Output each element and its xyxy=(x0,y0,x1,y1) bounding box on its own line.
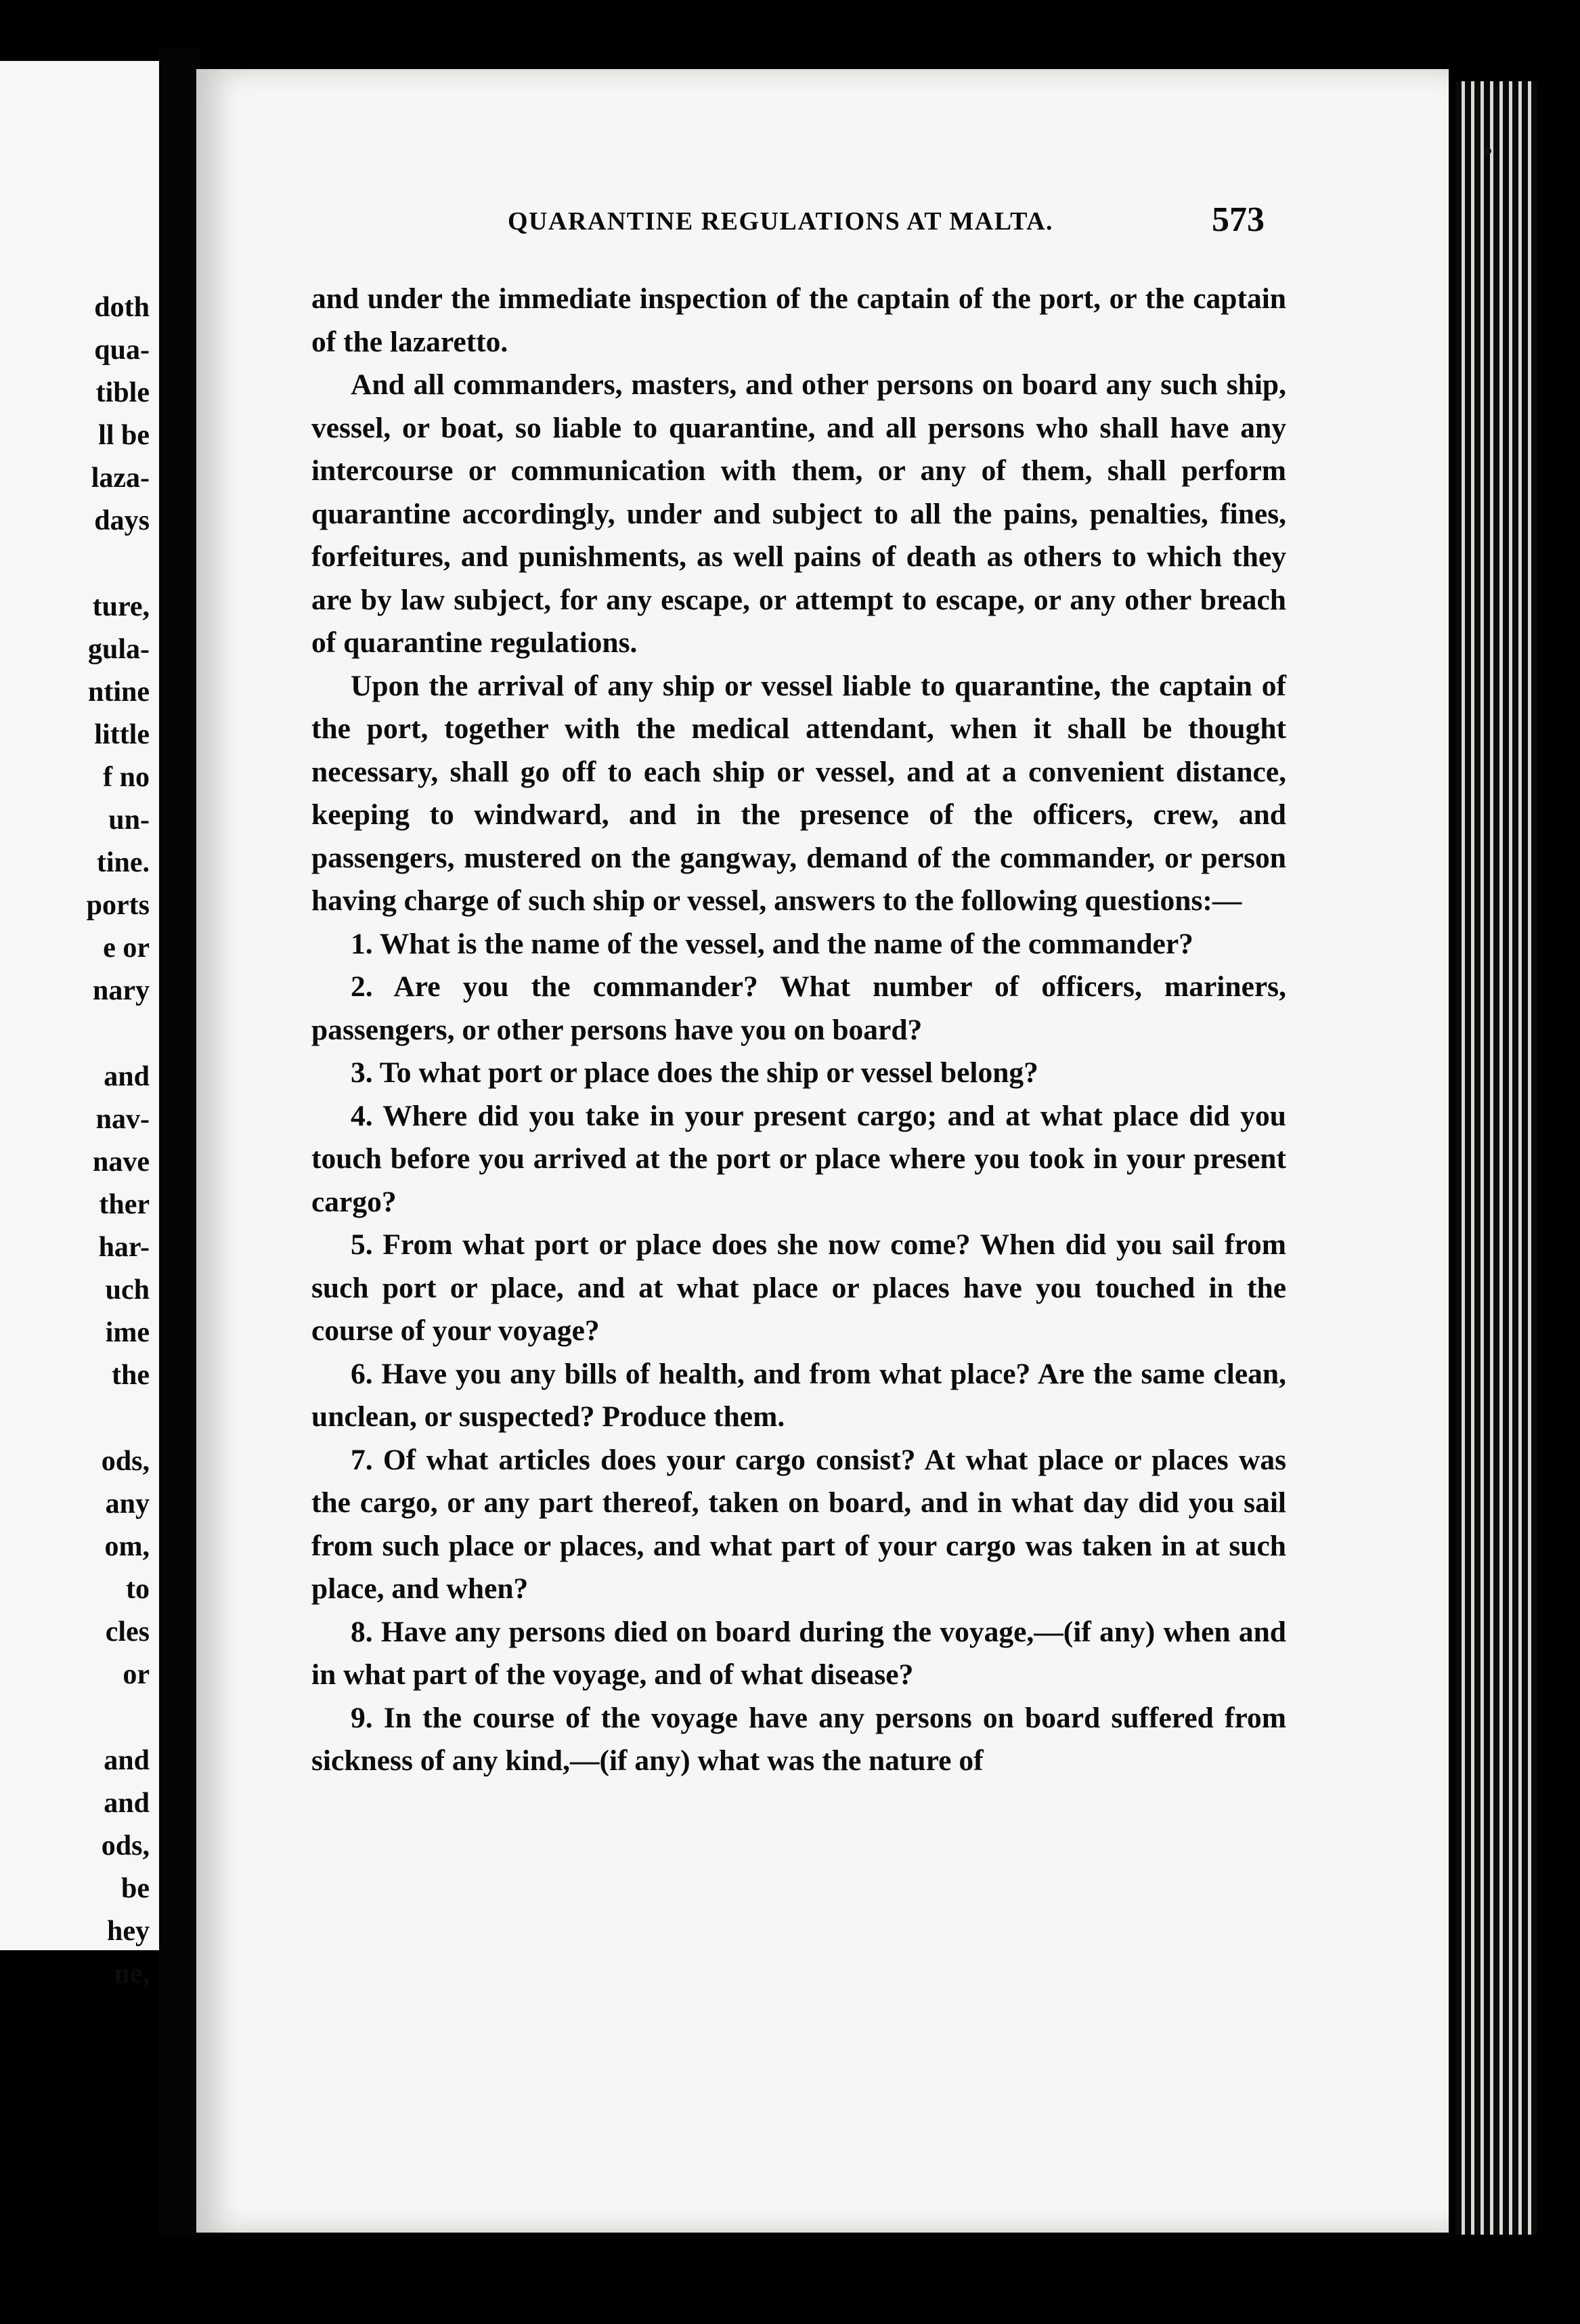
left-line-fragment: f no xyxy=(103,762,150,793)
question-3: 3. To what port or place does the ship or vessel belong? xyxy=(351,1056,1038,1089)
left-line-fragment: tine. xyxy=(96,847,150,878)
left-line-fragment: days xyxy=(94,505,150,536)
left-line-fragment: ll be xyxy=(98,420,150,451)
left-line-fragment: laza- xyxy=(91,462,150,494)
paragraph-continuation: and under the immediate inspection of the captain of the port, or the captain of the lazaretto. xyxy=(311,282,1286,358)
question-6: 6. Have you any bills of health, and from what place? Are the same clean, unclean, or suspected? Produce them. xyxy=(311,1357,1286,1433)
left-line-fragment: har- xyxy=(98,1232,150,1263)
edge-mark xyxy=(1485,148,1491,154)
left-line-fragment: e or xyxy=(103,932,150,964)
left-line-fragment: nav- xyxy=(95,1104,150,1135)
left-line-fragment: to xyxy=(126,1574,150,1605)
left-line-fragment: little xyxy=(94,719,150,750)
question-9: 9. In the course of the voyage have any persons on board suffered from sickness of any kind,—(if any) what was the nature of xyxy=(311,1701,1286,1777)
running-title: QUARANTINE REGULATIONS AT MALTA. xyxy=(508,207,1054,236)
left-line-fragment: cles xyxy=(105,1616,150,1648)
left-line-fragment: uch xyxy=(105,1274,150,1306)
question-8: 8. Have any persons died on board during the voyage,—(if any) when and in what part of the voyage, and of what disease? xyxy=(311,1615,1286,1691)
page-number: 573 xyxy=(1212,200,1265,239)
page-body-text xyxy=(311,278,1286,1783)
stacked-page-edges xyxy=(1455,81,1537,2235)
left-line-fragment: om, xyxy=(104,1531,150,1562)
left-line-fragment: tible xyxy=(95,377,150,408)
left-line-fragment: doth xyxy=(94,292,150,323)
left-line-fragment: ods, xyxy=(101,1446,150,1477)
question-7: 7. Of what articles does your cargo consist? At what place or places was the cargo, or any part thereof, taken on board, and in what day did you sail from such place or places, and what part of your cargo was taken in at such place, and when? xyxy=(311,1443,1286,1605)
left-line-fragment: ture, xyxy=(92,591,150,622)
previous-page-fragment xyxy=(0,61,159,1989)
left-line-fragment: and xyxy=(104,1061,150,1092)
paragraph: Upon the arrival of any ship or vessel liable to quarantine, the captain of the port, together with the medical attendant, when it shall be thought necessary, shall go off to each ship or vessel, and at a convenient distance, keeping to windward, and in the presence of the officers, crew, and passengers, mustered on the gangway, demand of the commander, or person having charge of such ship or vessel, answers to the following questions:— xyxy=(311,669,1286,917)
question-5: 5. From what port or place does she now come? When did you sail from such port or place, and at what place or places have you touched in the course of your voyage? xyxy=(311,1228,1286,1347)
left-line-fragment: qua- xyxy=(94,335,150,366)
question-4: 4. Where did you take in your present cargo; and at what place did you touch before you arrived at the port or place where you took in your present cargo? xyxy=(311,1099,1286,1218)
left-line-fragment: ntine xyxy=(87,676,150,708)
left-line-fragment: any xyxy=(105,1488,150,1520)
left-line-fragment: the xyxy=(112,1360,150,1391)
left-line-fragment: or xyxy=(123,1659,150,1690)
left-line-fragment: un- xyxy=(108,804,150,836)
left-line-fragment: nave xyxy=(93,1146,150,1178)
left-line-fragment: ne, xyxy=(114,1958,150,1989)
left-line-fragment: ports xyxy=(86,890,150,921)
left-line-fragment: nary xyxy=(93,975,150,1006)
left-line-fragment: hey xyxy=(107,1916,150,1947)
left-line-fragment: ods, xyxy=(101,1830,150,1862)
question-1: 1. What is the name of the vessel, and the name of the commander? xyxy=(351,927,1193,960)
left-line-fragment: ime xyxy=(105,1317,150,1348)
left-line-fragment: be xyxy=(121,1873,150,1904)
left-line-fragment: and xyxy=(104,1788,150,1819)
left-line-fragment: and xyxy=(104,1745,150,1776)
left-line-fragment: ther xyxy=(99,1189,150,1220)
question-2: 2. Are you the commander? What number of officers, mariners, passengers, or other persons have you on board? xyxy=(311,970,1286,1046)
book-gutter xyxy=(159,47,200,2235)
left-line-fragment: gula- xyxy=(87,634,150,665)
paragraph: And all commanders, masters, and other persons on board any such ship, vessel, or boat, so liable to quarantine, and all persons who shall have any intercourse or communication with them, or any of them, shall perform quarantine accordingly, under and subject to all the pains, penalties, fines, forfeitures, and punishments, as well pains of death as others to which they are by law subject, for any escape, or attempt to escape, or any other breach of quarantine regulations. xyxy=(311,368,1286,659)
